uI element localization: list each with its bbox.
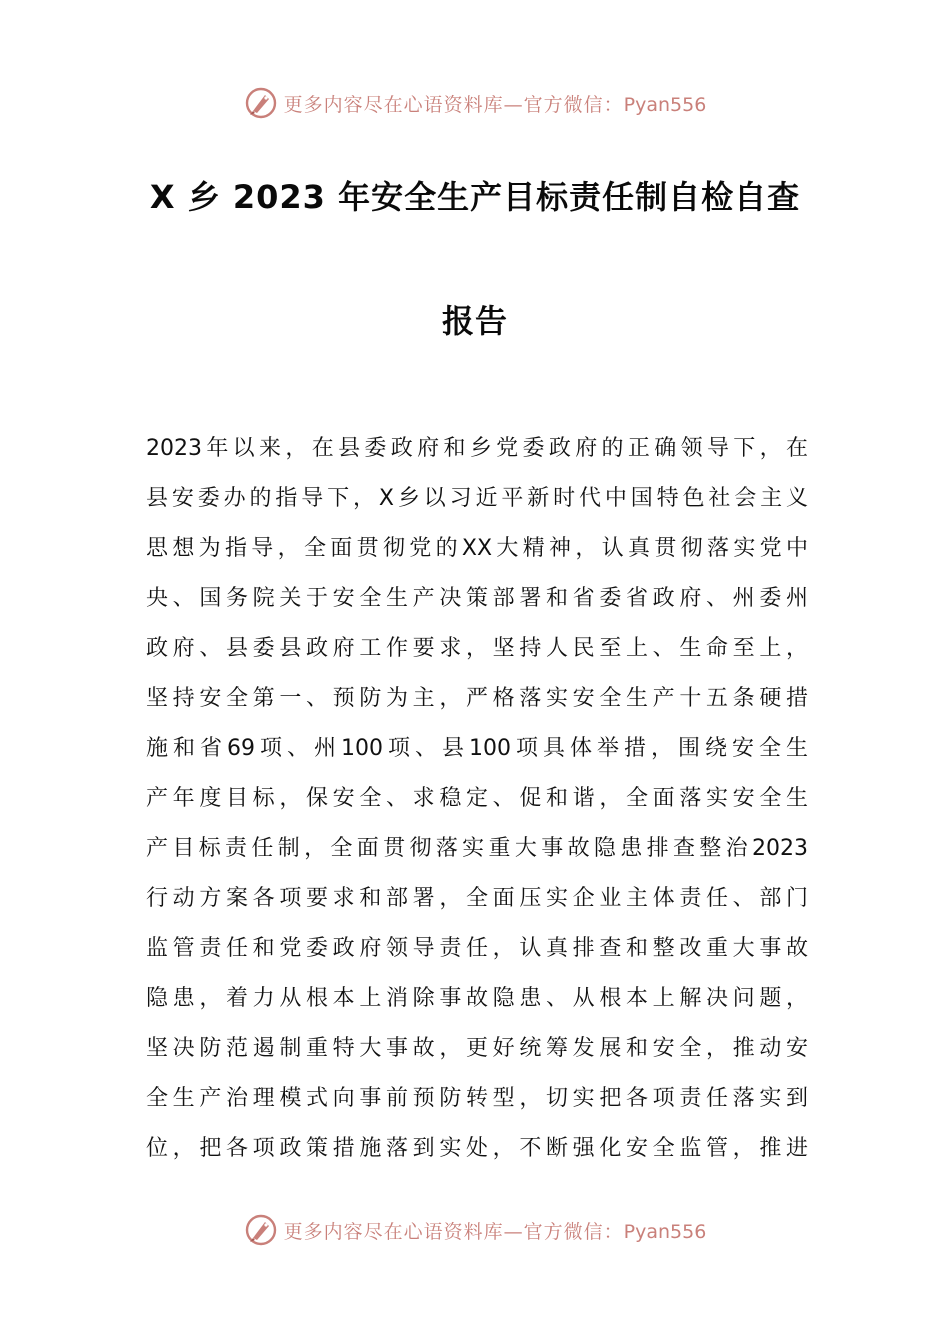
pen-nib-circle-icon [244,86,278,120]
document-title-line2: 报告 [441,302,508,340]
pen-nib-circle-icon [244,1213,278,1247]
body-line: 央、国务院关于安全生产决策部署和省委省政府、州委州 [146,586,808,611]
watermark-text: 更多内容尽在心语资料库—官方微信：Pyan556 [283,93,707,116]
footer-watermark [0,1210,950,1250]
document-body [146,424,808,1174]
body-line: 位，把各项政策措施落到实处，不断强化安全监管，推进 [146,1136,808,1161]
watermark-wechat-id: Pyan556 [623,93,707,116]
body-line: 坚持安全第一、预防为主，严格落实安全生产十五条硬措 [146,686,808,711]
body-line: 政府、县委县政府工作要求，坚持人民至上、生命至上， [146,636,808,661]
document-title-line1: X 乡 2023 年安全生产目标责任制自检自查 [149,178,801,216]
body-line: 2023年以来，在县委政府和乡党委政府的正确领导下，在 [146,436,808,461]
body-line: 全生产治理模式向事前预防转型，切实把各项责任落实到 [146,1086,808,1111]
header-watermark [0,83,950,123]
body-line: 行动方案各项要求和部署，全面压实企业主体责任、部门 [146,886,808,911]
body-line: 产年度目标，保安全、求稳定、促和谐，全面落实安全生 [146,786,808,811]
body-line: 坚决防范遏制重特大事故，更好统筹发展和安全，推动安 [146,1036,808,1061]
body-line: 思想为指导，全面贯彻党的XX大精神，认真贯彻落实党中 [146,536,808,561]
body-line: 施和省69项、州100项、县100项具体举措，围绕安全生 [146,736,808,761]
body-line: 县安委办的指导下，X乡以习近平新时代中国特色社会主义 [146,486,808,511]
body-line: 产目标责任制，全面贯彻落实重大事故隐患排查整治2023 [146,836,808,861]
body-line: 监管责任和党委政府领导责任，认真排查和整改重大事故 [146,936,808,961]
watermark-wechat-id: Pyan556 [623,1220,707,1243]
watermark-text: 更多内容尽在心语资料库—官方微信：Pyan556 [283,1220,707,1243]
body-line: 隐患，着力从根本上消除事故隐患、从根本上解决问题， [146,986,808,1011]
